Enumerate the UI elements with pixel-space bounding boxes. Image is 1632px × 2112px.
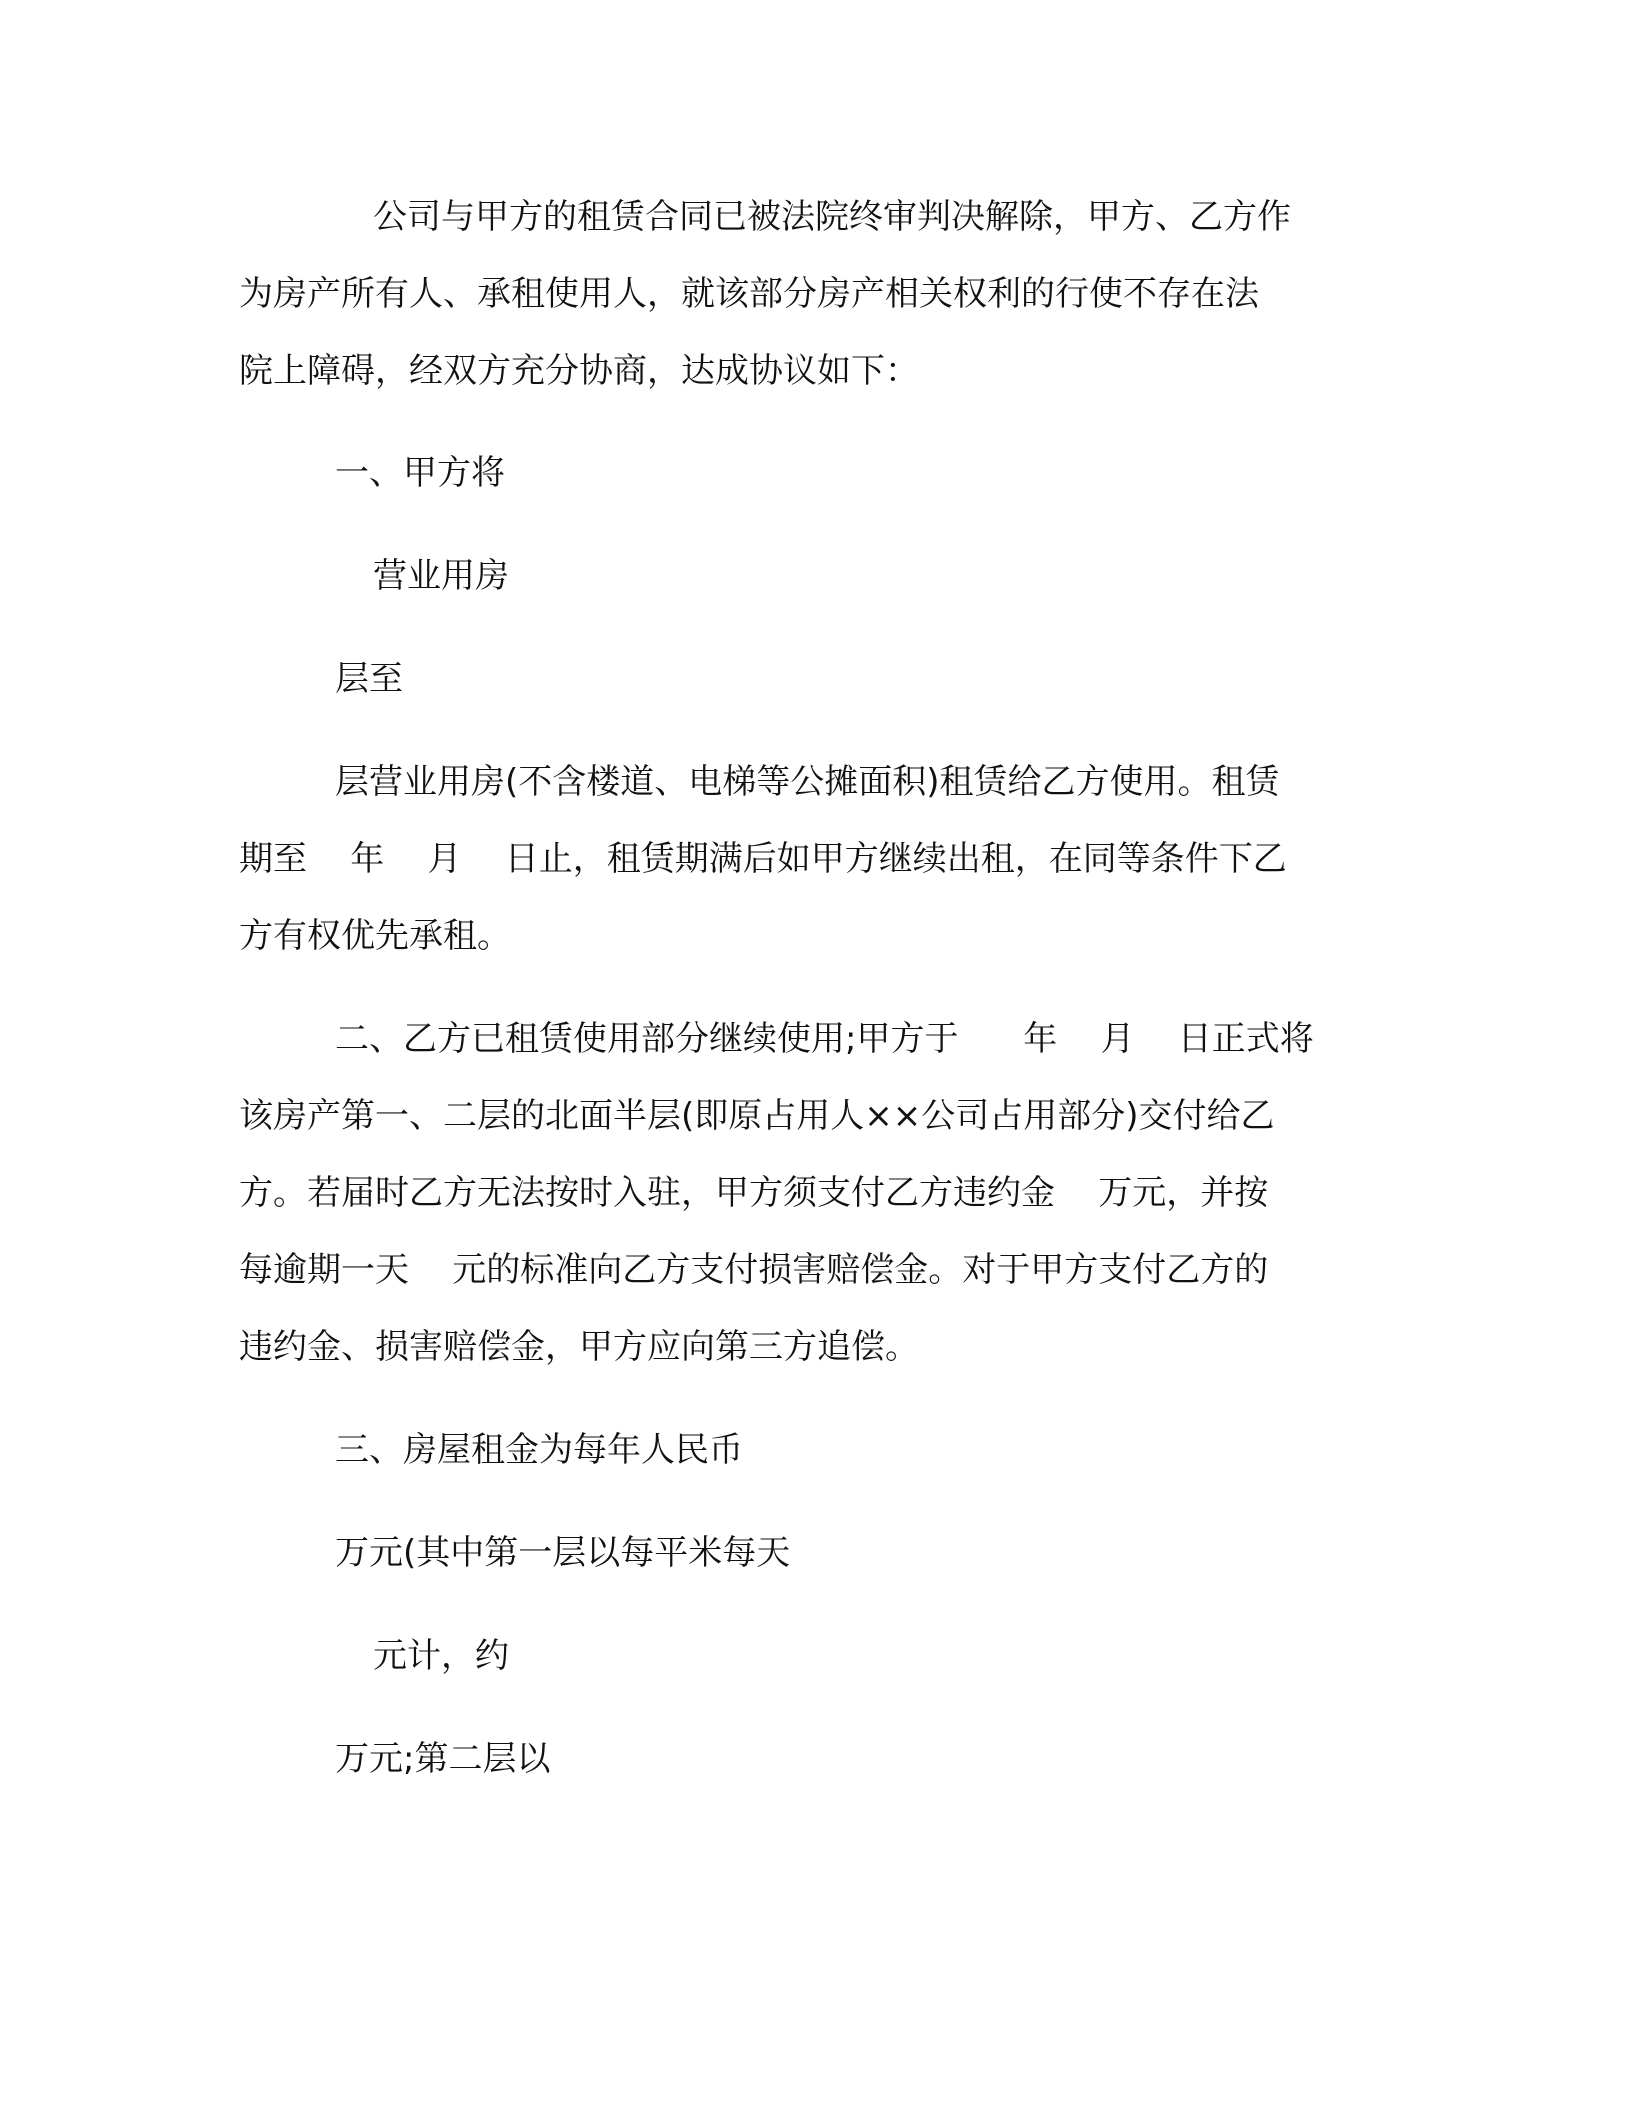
paragraph-line: 方有权优先承租。 xyxy=(239,916,511,956)
paragraph-line: 万元;第二层以 xyxy=(335,1739,551,1779)
paragraph-line: 每逾期一天 元的标准向乙方支付损害赔偿金。对于甲方支付乙方的 xyxy=(239,1250,1269,1290)
clause-heading: 三、房屋租金为每年人民币 xyxy=(335,1430,743,1470)
paragraph-line: 层至 xyxy=(335,659,403,699)
paragraph-line: 方。若届时乙方无法按时入驻，甲方须支付乙方违约金 万元，并按 xyxy=(239,1173,1269,1213)
paragraph-line: 层营业用房(不含楼道、电梯等公摊面积)租赁给乙方使用。租赁 xyxy=(335,762,1280,802)
clause-heading: 一、甲方将 xyxy=(335,453,505,493)
paragraph-line: 该房产第一、二层的北面半层(即原占用人××公司占用部分)交付给乙 xyxy=(239,1096,1275,1136)
paragraph-line: 院上障碍，经双方充分协商，达成协议如下： xyxy=(239,351,919,391)
paragraph-line: 为房产所有人、承租使用人，就该部分房产相关权利的行使不存在法 xyxy=(239,274,1259,314)
paragraph-line: 万元(其中第一层以每平米每天 xyxy=(335,1533,791,1573)
paragraph-line: 期至 年 月 日止，租赁期满后如甲方继续出租，在同等条件下乙 xyxy=(239,839,1287,879)
paragraph-line: 公司与甲方的租赁合同已被法院终审判决解除，甲方、乙方作 xyxy=(373,197,1291,237)
paragraph-line: 营业用房 xyxy=(373,556,509,596)
paragraph-line: 元计，约 xyxy=(373,1636,509,1676)
clause-heading: 二、乙方已租赁使用部分继续使用;甲方于 年 月 日正式将 xyxy=(335,1019,1314,1059)
paragraph-line: 违约金、损害赔偿金，甲方应向第三方追偿。 xyxy=(239,1327,919,1367)
